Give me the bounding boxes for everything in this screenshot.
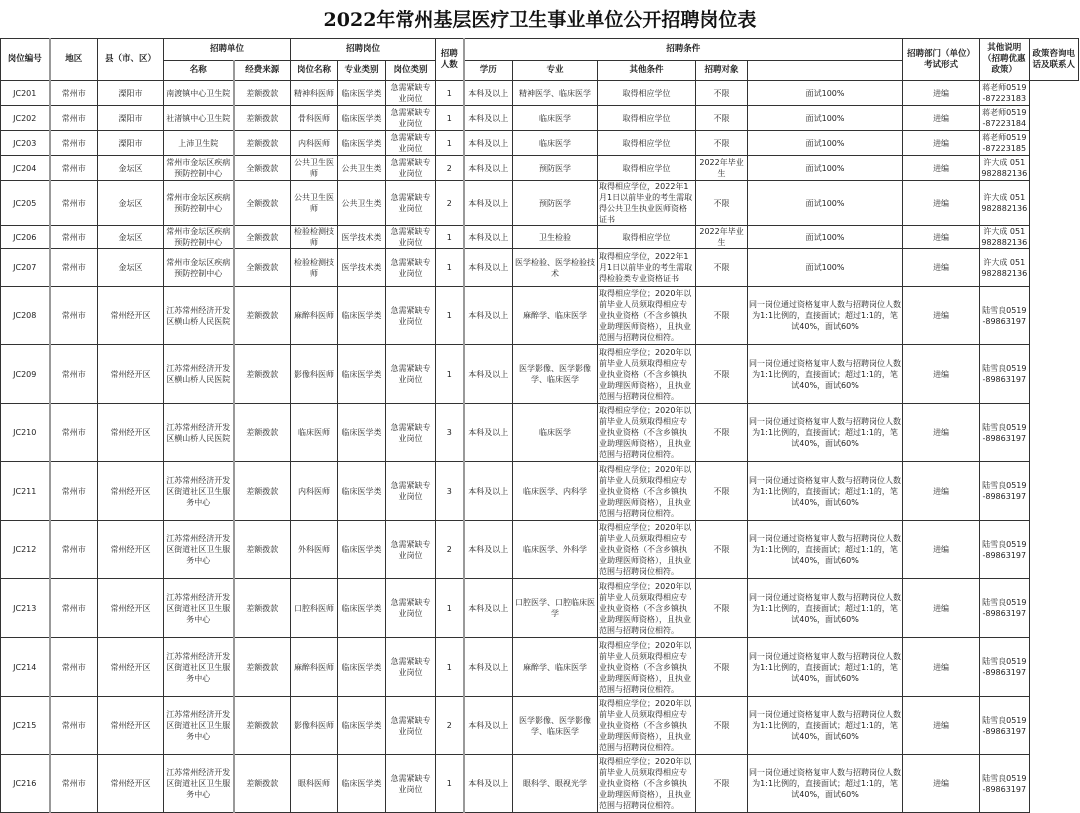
cell-contact: 陆雪良0519-89863197 [980, 287, 1029, 345]
cell-region: 常州市 [50, 638, 98, 697]
cell-major: 临床医学、外科学 [513, 521, 598, 579]
cell-post-name: 检验检测技师 [291, 249, 338, 287]
cell-code: JC203 [1, 131, 50, 156]
cell-count: 2 [436, 697, 464, 755]
cell-county: 常州经开区 [98, 345, 164, 404]
cell-education: 本科及以上 [464, 156, 513, 181]
header-unit-group: 招聘单位 [164, 39, 291, 61]
cell-region: 常州市 [50, 521, 98, 579]
cell-post-type: 急需紧缺专业岗位 [386, 462, 436, 521]
cell-notes: 进编 [903, 287, 980, 345]
table-row [1, 226, 1079, 249]
cell-funding: 差额拨款 [234, 287, 291, 345]
cell-count: 1 [436, 106, 464, 131]
cell-notes: 进编 [903, 226, 980, 249]
cell-count: 2 [436, 521, 464, 579]
cell-other-conditions: 取得相应学位；2020年以前毕业人员须取得相应专业执业资格（不含乡镇执业助理医师资格），且执业范围与招聘岗位相符。 [598, 287, 696, 345]
cell-education: 本科及以上 [464, 462, 513, 521]
cell-code: JC202 [1, 106, 50, 131]
table-body [1, 81, 1079, 813]
cell-major: 医学影像、医学影像学、临床医学 [513, 345, 598, 404]
cell-exam: 同一岗位通过资格复审人数与招聘岗位人数为1:1比例的，直接面试；超过1:1的，笔试40%，面试60% [748, 462, 903, 521]
cell-target: 2022年毕业生 [696, 226, 748, 249]
cell-post-name: 公共卫生医师 [291, 156, 338, 181]
cell-code: JC207 [1, 249, 50, 287]
table-row [1, 131, 1079, 156]
cell-other-conditions: 取得相应学位 [598, 226, 696, 249]
cell-notes: 进编 [903, 249, 980, 287]
table-row [1, 697, 1079, 755]
table-row [1, 521, 1079, 579]
cell-funding: 差额拨款 [234, 106, 291, 131]
cell-exam: 同一岗位通过资格复审人数与招聘岗位人数为1:1比例的，直接面试；超过1:1的，笔试40%，面试60% [748, 579, 903, 638]
cell-region: 常州市 [50, 226, 98, 249]
cell-post-type: 急需紧缺专业岗位 [386, 697, 436, 755]
cell-contact: 陆雪良0519-89863197 [980, 638, 1029, 697]
cell-education: 本科及以上 [464, 697, 513, 755]
table-row [1, 181, 1079, 226]
table-row [1, 579, 1079, 638]
recruitment-table [0, 38, 1079, 813]
cell-count: 1 [436, 287, 464, 345]
cell-education: 本科及以上 [464, 404, 513, 462]
cell-target: 不限 [696, 404, 748, 462]
cell-major-type: 医学技术类 [338, 226, 386, 249]
cell-count: 1 [436, 81, 464, 106]
cell-major-type: 临床医学类 [338, 521, 386, 579]
cell-post-type: 急需紧缺专业岗位 [386, 521, 436, 579]
cell-unit-name: 常州市金坛区疾病预防控制中心 [164, 226, 234, 249]
cell-other-conditions: 取得相应学位 [598, 81, 696, 106]
cell-code: JC214 [1, 638, 50, 697]
cell-major: 预防医学 [513, 181, 598, 226]
cell-major: 麻醉学、临床医学 [513, 638, 598, 697]
cell-post-name: 内科医师 [291, 462, 338, 521]
cell-post-name: 麻醉科医师 [291, 638, 338, 697]
cell-major: 卫生检验 [513, 226, 598, 249]
table-row [1, 462, 1079, 521]
header-post-name: 岗位名称 [291, 61, 338, 81]
header-major-type: 专业类别 [338, 61, 386, 81]
cell-code: JC215 [1, 697, 50, 755]
cell-code: JC201 [1, 81, 50, 106]
cell-major: 临床医学 [513, 106, 598, 131]
cell-unit-name: 江苏常州经济开发区横山桥人民医院 [164, 345, 234, 404]
cell-region: 常州市 [50, 404, 98, 462]
header-county: 县（市、区） [98, 39, 164, 81]
cell-post-type: 急需紧缺专业岗位 [386, 755, 436, 813]
cell-education: 本科及以上 [464, 249, 513, 287]
cell-count: 1 [436, 226, 464, 249]
cell-other-conditions: 取得相应学位，2022年1月1日以前毕业的考生需取得公共卫生执业医师资格证书 [598, 181, 696, 226]
header-exam: 招聘部门（单位）考试形式 [903, 39, 980, 81]
cell-region: 常州市 [50, 697, 98, 755]
header-conditions-group: 招聘条件 [464, 39, 903, 61]
cell-funding: 差额拨款 [234, 755, 291, 813]
cell-post-name: 骨科医师 [291, 106, 338, 131]
cell-count: 2 [436, 181, 464, 226]
cell-code: JC206 [1, 226, 50, 249]
cell-county: 常州经开区 [98, 638, 164, 697]
cell-major-type: 公共卫生类 [338, 181, 386, 226]
table-row [1, 249, 1079, 287]
cell-count: 1 [436, 345, 464, 404]
cell-county: 溧阳市 [98, 106, 164, 131]
cell-target: 2022年毕业生 [696, 156, 748, 181]
cell-funding: 全额拨款 [234, 156, 291, 181]
header-contact: 政策咨询电话及联系人 [1029, 39, 1078, 81]
cell-exam: 同一岗位通过资格复审人数与招聘岗位人数为1:1比例的，直接面试；超过1:1的，笔试40%，面试60% [748, 287, 903, 345]
cell-unit-name: 江苏常州经济开发区街道社区卫生服务中心 [164, 462, 234, 521]
cell-post-type: 急需紧缺专业岗位 [386, 579, 436, 638]
cell-unit-name: 江苏常州经济开发区横山桥人民医院 [164, 287, 234, 345]
cell-funding: 差额拨款 [234, 462, 291, 521]
cell-major-type: 临床医学类 [338, 697, 386, 755]
cell-post-type: 急需紧缺专业岗位 [386, 404, 436, 462]
cell-funding: 全额拨款 [234, 226, 291, 249]
cell-funding: 差额拨款 [234, 345, 291, 404]
cell-county: 常州经开区 [98, 697, 164, 755]
cell-region: 常州市 [50, 345, 98, 404]
header-unit-name: 名称 [164, 61, 234, 81]
cell-target: 不限 [696, 755, 748, 813]
cell-count: 1 [436, 755, 464, 813]
cell-post-type: 急需紧缺专业岗位 [386, 181, 436, 226]
cell-region: 常州市 [50, 181, 98, 226]
cell-target: 不限 [696, 697, 748, 755]
cell-funding: 差额拨款 [234, 404, 291, 462]
cell-exam: 面试100% [748, 226, 903, 249]
cell-target: 不限 [696, 345, 748, 404]
page-title: 2022年常州基层医疗卫生事业单位公开招聘岗位表 [323, 9, 757, 31]
cell-other-conditions: 取得相应学位；2020年以前毕业人员须取得相应专业执业资格（不含乡镇执业助理医师资格），且执业范围与招聘岗位相符。 [598, 579, 696, 638]
cell-county: 常州经开区 [98, 462, 164, 521]
cell-count: 1 [436, 579, 464, 638]
table-row [1, 638, 1079, 697]
cell-notes: 进编 [903, 345, 980, 404]
cell-county: 金坛区 [98, 226, 164, 249]
cell-notes: 进编 [903, 156, 980, 181]
cell-unit-name: 江苏常州经济开发区横山桥人民医院 [164, 404, 234, 462]
cell-notes: 进编 [903, 181, 980, 226]
cell-post-name: 检验检测技师 [291, 226, 338, 249]
cell-post-type: 急需紧缺专业岗位 [386, 638, 436, 697]
cell-post-type: 急需紧缺专业岗位 [386, 249, 436, 287]
cell-unit-name: 江苏常州经济开发区街道社区卫生服务中心 [164, 755, 234, 813]
cell-exam: 同一岗位通过资格复审人数与招聘岗位人数为1:1比例的，直接面试；超过1:1的，笔试40%，面试60% [748, 345, 903, 404]
cell-region: 常州市 [50, 579, 98, 638]
cell-major-type: 临床医学类 [338, 579, 386, 638]
cell-target: 不限 [696, 462, 748, 521]
cell-exam: 面试100% [748, 249, 903, 287]
cell-major-type: 临床医学类 [338, 287, 386, 345]
table-row [1, 156, 1079, 181]
header-funding: 经费来源 [234, 61, 291, 81]
cell-contact: 许大成 051982882136 [980, 181, 1029, 226]
header-major: 专业 [513, 61, 598, 81]
cell-county: 金坛区 [98, 249, 164, 287]
cell-region: 常州市 [50, 287, 98, 345]
cell-contact: 陆雪良0519-89863197 [980, 345, 1029, 404]
cell-region: 常州市 [50, 106, 98, 131]
cell-post-name: 口腔科医师 [291, 579, 338, 638]
cell-contact: 许大成 051982882136 [980, 156, 1029, 181]
cell-post-type: 急需紧缺专业岗位 [386, 81, 436, 106]
cell-count: 1 [436, 131, 464, 156]
cell-count: 3 [436, 404, 464, 462]
cell-unit-name: 常州市金坛区疾病预防控制中心 [164, 156, 234, 181]
cell-county: 常州经开区 [98, 404, 164, 462]
cell-contact: 陆雪良0519-89863197 [980, 462, 1029, 521]
header-count: 招聘人数 [436, 39, 464, 81]
header-other: 其他条件 [598, 61, 696, 81]
cell-other-conditions: 取得相应学位；2020年以前毕业人员须取得相应专业执业资格（不含乡镇执业助理医师资格），且执业范围与招聘岗位相符。 [598, 521, 696, 579]
cell-post-name: 公共卫生医师 [291, 181, 338, 226]
cell-major-type: 临床医学类 [338, 81, 386, 106]
cell-funding: 全额拨款 [234, 181, 291, 226]
header-target: 招聘对象 [696, 61, 748, 81]
cell-notes: 进编 [903, 81, 980, 106]
cell-region: 常州市 [50, 131, 98, 156]
cell-other-conditions: 取得相应学位 [598, 131, 696, 156]
header-education: 学历 [464, 61, 513, 81]
cell-post-type: 急需紧缺专业岗位 [386, 156, 436, 181]
cell-notes: 进编 [903, 521, 980, 579]
cell-major-type: 临床医学类 [338, 404, 386, 462]
cell-target: 不限 [696, 638, 748, 697]
cell-count: 3 [436, 462, 464, 521]
cell-contact: 蒋老师0519-87223185 [980, 131, 1029, 156]
cell-funding: 差额拨款 [234, 521, 291, 579]
cell-other-conditions: 取得相应学位 [598, 156, 696, 181]
cell-code: JC204 [1, 156, 50, 181]
cell-other-conditions: 取得相应学位 [598, 106, 696, 131]
cell-code: JC208 [1, 287, 50, 345]
cell-major: 临床医学、内科学 [513, 462, 598, 521]
cell-unit-name: 江苏常州经济开发区街道社区卫生服务中心 [164, 697, 234, 755]
cell-education: 本科及以上 [464, 131, 513, 156]
cell-exam: 面试100% [748, 156, 903, 181]
cell-contact: 许大成 051982882136 [980, 249, 1029, 287]
cell-county: 常州经开区 [98, 755, 164, 813]
cell-target: 不限 [696, 181, 748, 226]
cell-target: 不限 [696, 521, 748, 579]
cell-notes: 进编 [903, 579, 980, 638]
cell-notes: 进编 [903, 131, 980, 156]
cell-contact: 陆雪良0519-89863197 [980, 697, 1029, 755]
cell-post-name: 内科医师 [291, 131, 338, 156]
cell-other-conditions: 取得相应学位；2020年以前毕业人员须取得相应专业执业资格（不含乡镇执业助理医师资格），且执业范围与招聘岗位相符。 [598, 345, 696, 404]
cell-major-type: 临床医学类 [338, 638, 386, 697]
cell-major: 麻醉学、临床医学 [513, 287, 598, 345]
cell-major: 临床医学 [513, 131, 598, 156]
cell-notes: 进编 [903, 638, 980, 697]
cell-education: 本科及以上 [464, 181, 513, 226]
cell-code: JC212 [1, 521, 50, 579]
cell-unit-name: 常州市金坛区疾病预防控制中心 [164, 181, 234, 226]
cell-education: 本科及以上 [464, 345, 513, 404]
cell-post-type: 急需紧缺专业岗位 [386, 287, 436, 345]
cell-post-type: 急需紧缺专业岗位 [386, 226, 436, 249]
cell-major: 口腔医学、口腔临床医学 [513, 579, 598, 638]
cell-major-type: 医学技术类 [338, 249, 386, 287]
cell-code: JC209 [1, 345, 50, 404]
cell-post-type: 急需紧缺专业岗位 [386, 106, 436, 131]
cell-code: JC213 [1, 579, 50, 638]
cell-unit-name: 常州市金坛区疾病预防控制中心 [164, 249, 234, 287]
cell-funding: 差额拨款 [234, 638, 291, 697]
cell-major-type: 临床医学类 [338, 462, 386, 521]
cell-funding: 差额拨款 [234, 131, 291, 156]
cell-funding: 差额拨款 [234, 81, 291, 106]
cell-county: 常州经开区 [98, 521, 164, 579]
cell-unit-name: 社渚镇中心卫生院 [164, 106, 234, 131]
header-post-type: 岗位类别 [386, 61, 436, 81]
cell-region: 常州市 [50, 249, 98, 287]
cell-post-type: 急需紧缺专业岗位 [386, 345, 436, 404]
cell-education: 本科及以上 [464, 638, 513, 697]
cell-funding: 全额拨款 [234, 249, 291, 287]
cell-count: 1 [436, 249, 464, 287]
cell-major: 临床医学 [513, 404, 598, 462]
header-code: 岗位编号 [1, 39, 50, 81]
cell-target: 不限 [696, 287, 748, 345]
cell-post-type: 急需紧缺专业岗位 [386, 131, 436, 156]
cell-notes: 进编 [903, 697, 980, 755]
cell-notes: 进编 [903, 462, 980, 521]
cell-education: 本科及以上 [464, 81, 513, 106]
cell-exam: 同一岗位通过资格复审人数与招聘岗位人数为1:1比例的，直接面试；超过1:1的，笔试40%，面试60% [748, 638, 903, 697]
cell-other-conditions: 取得相应学位；2020年以前毕业人员须取得相应专业执业资格（不含乡镇执业助理医师资格），且执业范围与招聘岗位相符。 [598, 755, 696, 813]
cell-code: JC210 [1, 404, 50, 462]
cell-contact: 蒋老师0519-87223183 [980, 81, 1029, 106]
cell-post-name: 外科医师 [291, 521, 338, 579]
cell-target: 不限 [696, 249, 748, 287]
cell-county: 金坛区 [98, 181, 164, 226]
cell-post-name: 麻醉科医师 [291, 287, 338, 345]
cell-exam: 面试100% [748, 106, 903, 131]
cell-exam: 同一岗位通过资格复审人数与招聘岗位人数为1:1比例的，直接面试；超过1:1的，笔试40%，面试60% [748, 404, 903, 462]
cell-region: 常州市 [50, 462, 98, 521]
cell-unit-name: 江苏常州经济开发区街道社区卫生服务中心 [164, 638, 234, 697]
cell-education: 本科及以上 [464, 226, 513, 249]
cell-unit-name: 江苏常州经济开发区街道社区卫生服务中心 [164, 521, 234, 579]
cell-county: 常州经开区 [98, 579, 164, 638]
cell-education: 本科及以上 [464, 287, 513, 345]
header-notes: 其他说明（招聘优惠政策） [980, 39, 1029, 81]
cell-other-conditions: 取得相应学位，2022年1月1日以前毕业的考生需取得检验类专业资格证书 [598, 249, 696, 287]
cell-county: 金坛区 [98, 156, 164, 181]
table-row [1, 404, 1079, 462]
cell-major: 医学影像、医学影像学、临床医学 [513, 697, 598, 755]
cell-target: 不限 [696, 579, 748, 638]
cell-education: 本科及以上 [464, 755, 513, 813]
cell-notes: 进编 [903, 106, 980, 131]
table-row [1, 106, 1079, 131]
cell-post-name: 临床医师 [291, 404, 338, 462]
cell-target: 不限 [696, 81, 748, 106]
cell-exam: 面试100% [748, 131, 903, 156]
cell-major-type: 临床医学类 [338, 131, 386, 156]
table-row [1, 755, 1079, 813]
cell-region: 常州市 [50, 81, 98, 106]
cell-other-conditions: 取得相应学位；2020年以前毕业人员须取得相应专业执业资格（不含乡镇执业助理医师资格），且执业范围与招聘岗位相符。 [598, 404, 696, 462]
cell-funding: 差额拨款 [234, 697, 291, 755]
cell-exam: 同一岗位通过资格复审人数与招聘岗位人数为1:1比例的，直接面试；超过1:1的，笔试40%，面试60% [748, 521, 903, 579]
cell-major-type: 临床医学类 [338, 106, 386, 131]
cell-post-name: 影像科医师 [291, 345, 338, 404]
cell-contact: 陆雪良0519-89863197 [980, 755, 1029, 813]
cell-code: JC216 [1, 755, 50, 813]
cell-region: 常州市 [50, 156, 98, 181]
cell-exam: 同一岗位通过资格复审人数与招聘岗位人数为1:1比例的，直接面试；超过1:1的，笔试40%，面试60% [748, 697, 903, 755]
cell-exam: 面试100% [748, 181, 903, 226]
cell-post-name: 眼科医师 [291, 755, 338, 813]
cell-major: 预防医学 [513, 156, 598, 181]
cell-major-type: 临床医学类 [338, 755, 386, 813]
cell-major-type: 临床医学类 [338, 345, 386, 404]
cell-exam: 面试100% [748, 81, 903, 106]
cell-notes: 进编 [903, 755, 980, 813]
cell-count: 1 [436, 638, 464, 697]
cell-major: 眼科学、眼视光学 [513, 755, 598, 813]
cell-education: 本科及以上 [464, 579, 513, 638]
cell-education: 本科及以上 [464, 106, 513, 131]
cell-contact: 陆雪良0519-89863197 [980, 579, 1029, 638]
table-row [1, 345, 1079, 404]
cell-other-conditions: 取得相应学位；2020年以前毕业人员须取得相应专业执业资格（不含乡镇执业助理医师资格），且执业范围与招聘岗位相符。 [598, 638, 696, 697]
cell-county: 常州经开区 [98, 287, 164, 345]
cell-contact: 许大成 051982882136 [981, 227, 1028, 247]
cell-post-name: 精神科医师 [291, 81, 338, 106]
cell-code: JC205 [1, 181, 50, 226]
cell-education: 本科及以上 [464, 521, 513, 579]
cell-code: JC211 [1, 462, 50, 521]
header-post-group: 招聘岗位 [291, 39, 436, 61]
cell-notes: 进编 [903, 404, 980, 462]
cell-target: 不限 [696, 131, 748, 156]
cell-target: 不限 [696, 106, 748, 131]
table-row [1, 81, 1079, 106]
table-row [1, 287, 1079, 345]
cell-contact: 蒋老师0519-87223184 [980, 106, 1029, 131]
cell-exam: 同一岗位通过资格复审人数与招聘岗位人数为1:1比例的，直接面试；超过1:1的，笔试40%，面试60% [748, 755, 903, 813]
cell-major: 医学检验、医学检验技术 [513, 249, 598, 287]
header-region: 地区 [50, 39, 98, 81]
cell-region: 常州市 [50, 755, 98, 813]
cell-contact: 陆雪良0519-89863197 [980, 521, 1029, 579]
cell-other-conditions: 取得相应学位；2020年以前毕业人员须取得相应专业执业资格（不含乡镇执业助理医师资格），且执业范围与招聘岗位相符。 [598, 697, 696, 755]
cell-unit-name: 南渡镇中心卫生院 [164, 81, 234, 106]
cell-funding: 差额拨款 [234, 579, 291, 638]
cell-count: 2 [436, 156, 464, 181]
cell-unit-name: 上沛卫生院 [164, 131, 234, 156]
cell-major-type: 公共卫生类 [338, 156, 386, 181]
cell-contact: 陆雪良0519-89863197 [980, 404, 1029, 462]
cell-unit-name: 江苏常州经济开发区街道社区卫生服务中心 [164, 579, 234, 638]
cell-county: 溧阳市 [98, 81, 164, 106]
cell-major: 精神医学、临床医学 [513, 81, 598, 106]
cell-post-name: 影像科医师 [291, 697, 338, 755]
cell-other-conditions: 取得相应学位；2020年以前毕业人员须取得相应专业执业资格（不含乡镇执业助理医师资格），且执业范围与招聘岗位相符。 [598, 462, 696, 521]
cell-county: 溧阳市 [98, 131, 164, 156]
